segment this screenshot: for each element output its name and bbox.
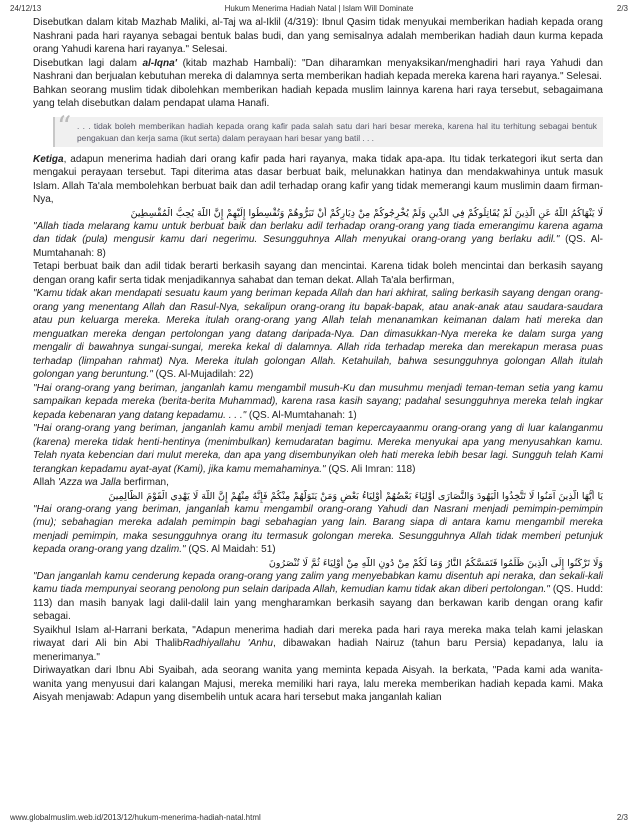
paragraph-hanafi: Bahkan seorang muslim tidak dibolehkan memberikan hadiah kepada muslim lainnya karena hari raya tersebut, sebagaimana yang telah disebutkan dalam pendapat ulama Hanafi. (33, 84, 603, 109)
translation-maidah-51: "Hai orang-orang yang beriman, janganlah kamu mengambil orang-orang Yahudi dan Nasrani menjadi pemimpin-pemimpin (mu); sebahagian mereka adalah pemimpin bagi sebahagian yang lain. Barang siapa di antara kamu mengambil mereka menjadi pemimpin, maka sesungguhnya orang itu termasuk golongan mereka. Sesungguhnya Allah tidak memberi petunjuk kepada orang-orang yang dzalim." (QS. Al Maidah: 51) (33, 503, 603, 555)
paragraph-kasih-sayang: Tetapi berbuat baik dan adil tidak berarti berkasih sayang dan mencintai. Karena tidak boleh mencintai dan berkasih sayang dengan orang kafir serta tidak menjadikannya sahabat dan teman dekat. Allah Ta'ala berfirman, (33, 261, 603, 286)
translation-ali-imran-118: "Hai orang-orang yang beriman, janganlah kamu ambil menjadi teman kepercayaanmu orang-orang yang di luar kalanganmu (karena) mereka tidak henti-hentinya (menimbulkan) kemudaratan bagimu. Mereka menyukai apa yang menyusahkan kamu. Telah nyata kebencian dari mulut mereka, dan apa yang disembunyikan oleh hati mereka lebih besar lagi. Sungguh telah Kami terangkan kepadamu ayat-ayat (Kami), jika kamu memahaminya." (QS. Ali Imran: 118) (33, 423, 603, 475)
print-page-number-top: 2/3 (616, 4, 628, 13)
arabic-verse-3: وَلَا تَرْكَنُوا إِلَى الَّذِينَ ظَلَمُوا فَتَمَسَّكُمُ النَّارُ وَمَا لَكُمْ مِنْ دُونِ اللَّهِ مِنْ أَوْلِيَاءَ ثُمَّ لَا تُنْصَرُونَ (268, 557, 603, 569)
book-title: al-Iqna' (142, 57, 178, 69)
translation-mujadilah-22: "Kamu tidak akan mendapati sesuatu kaum yang beriman kepada Allah dan hari akhirat, saling berkasih sayang dengan orang-orang yang menentang Allah dan Rasul-Nya, sekalipun orang-orang itu bapak-bapak, atau anak-anak atau saudara-saudara atau pun keluarga mereka. Mereka itulah orang-orang yang Allah telah menanamkan keimanan dalam hati mereka dan menguatkan mereka dengan pertolongan yang datang daripada-Nya. Dan dimasukkan-Nya mereka ke dalam surga yang mengalir di bawahnya sungai-sungai, mereka kekal di dalamnya. Allah rida terhadap mereka dan merekapun merasa puas terhadap (limpahan rahmat) Nya. Mereka itulah golongan Allah. Ketahuilah, bahwa sesungguhnya golongan Allah itulah golongan yang beruntung." (QS. Al-Mujadilah: 22) (33, 288, 603, 380)
paragraph-allah-berfirman: Allah 'Azza wa Jalla berfirman, (33, 477, 169, 488)
article-body (33, 16, 603, 705)
print-page-title: Hukum Menerima Hadiah Natal | Islam Will Dominate (224, 4, 414, 13)
print-footer (10, 812, 628, 824)
quote-mark-icon: “ (57, 109, 72, 143)
paragraph-ketiga: Ketiga, adapun menerima hadiah dari orang kafir pada hari rayanya, maka tidak apa-apa. Itu tidak terkategori ikut serta dan mengakui perayaan tersebut. Tapi diterima atas dasar berbuat baik, melunakkan hatinya dan mendakwahinya untuk masuk Islam. Allah Ta'ala membolehkan berbuat baik dan adil terhadap orang kafir yang tidak memerangi kaum muslimin daam firman-Nya, (33, 153, 603, 205)
paragraph-aisyah: Diriwayatkan dari Ibnu Abi Syaibah, ada seorang wanita yang meminta kepada Aisyah. Ia berkata, "Pada kami ada wanita-wanita yang menyusui dari kalangan Majusi, mereka memiliki hari raya, lalu mereka memberikan hadiah kepada kami. Maka Aisyah menjawab: Adapun yang disembelih untuk acara hari tersebut maka janganlah kalian (33, 665, 603, 703)
print-header (10, 3, 628, 15)
arabic-verse-2: يَا أَيُّهَا الَّذِينَ آمَنُوا لَا تَتَّخِذُوا الْيَهُودَ وَالنَّصَارَى أَوْلِيَاءَ بَعْضُهُمْ أَوْلِيَاءُ بَعْضٍ وَمَنْ يَتَوَلَّهُمْ مِنْكُمْ فَإِنَّهُ مِنْهُمْ إِنَّ اللَّهَ لَا يَهْدِي الْقَوْمَ الظَّالِمِينَ (108, 490, 603, 502)
translation-hud-113: "Dan janganlah kamu cenderung kepada orang-orang yang zalim yang menyebabkan kamu disentuh api neraka, dan sekali-kali kamu tiada mempunyai seorang penolong pun selain daripada Allah, kemudian kamu tidak akan diberi pertolongan." (QS. Hudd: 113) dan masih banyak lagi dalil-dalil lain yang mengharamkan berkasih sayang dan berkawan karib dengan orang kafir sebagai. (33, 570, 603, 622)
paragraph-hambali: Disebutkan lagi dalam al-Iqna' (kitab mazhab Hambali): "Dan diharamkan menyaksikan/menghadiri hari raya Yahudi dan Nashrani dan berjualan kebutuhan mereka di dalamnya serta memberikan hadiah kepada mereka karena hari rayanya." Selesai. (33, 57, 603, 82)
print-date: 24/12/13 (10, 4, 42, 13)
quote-text: . . . tidak boleh memberikan hadiah kepada orang kafir pada salah satu dari hari besar mereka, karena hal itu terhitung sebagai bentuk pengakuan dan kerja sama (ikut serta) dalam perayaan hari besar yang batil . . . (77, 120, 597, 143)
paragraph-maliki: Disebutkan dalam kitab Mazhab Maliki, al-Taj wa al-Iklil (4/319): Ibnul Qasim tidak menyukai memberikan hadiah kepada orang Nashrani pada hari rayanya sebagai bentuk balas budi, dan yang semisalnya adalah memberikan hadiah daun kurma kepada orang Yahudi karena hari rayanya." Selesai. (33, 17, 603, 55)
translation-mumtahanah-1: "Hai orang-orang yang beriman, janganlah kamu mengambil musuh-Ku dan musuhmu menjadi teman-teman setia yang kamu sampaikan kepada mereka (berita-berita Muhammad), karena rasa kasih sayang; padahal sesungguhnya mereka telah ingkar kepada kebenaran yang datang kepadamu. . . ." (QS. Al-Mumtahanah: 1) (33, 382, 603, 421)
translation-mumtahanah-8: "Allah tiada melarang kamu untuk berbuat baik dan berlaku adil terhadap orang-orang yang tiada emerangimu karena agama dan tidak (pula) mengusir kamu dari negerimu. Sesungguhnya Allah menyukai orang-orang yang berlaku adil." (QS. Al-Mumtahanah: 8) (33, 220, 603, 259)
arabic-verse-1: لَا يَنْهَاكُمُ اللَّهُ عَنِ الَّذِينَ لَمْ يُقَاتِلُوكُمْ فِي الدِّينِ وَلَمْ يُخْرِجُوكُمْ مِنْ دِيَارِكُمْ أَنْ تَبَرُّوهُمْ وَتُقْسِطُوا إِلَيْهِمْ إِنَّ اللَّهَ يُحِبُّ الْمُقْسِطِينَ (130, 207, 603, 219)
page-url: www.globalmuslim.web.id/2013/12/hukum-menerima-hadiah-natal.html (10, 813, 261, 822)
paragraph-syaikhul-islam: Syaikhul Islam al-Harrani berkata, "Adapun menerima hadiah dari mereka pada hari raya mereka maka telah kami jelaskan riwayat dari Ali bin Abi ThalibRadhiyallahu 'Anhu, dibawakan hadiah Nairuz (tahun baru Persia) kepadanya, lalu ia menerimanya." (33, 624, 604, 663)
lead-word: Ketiga (33, 153, 64, 165)
quote-block (53, 109, 603, 147)
print-page-number: 2/3 (616, 813, 628, 822)
